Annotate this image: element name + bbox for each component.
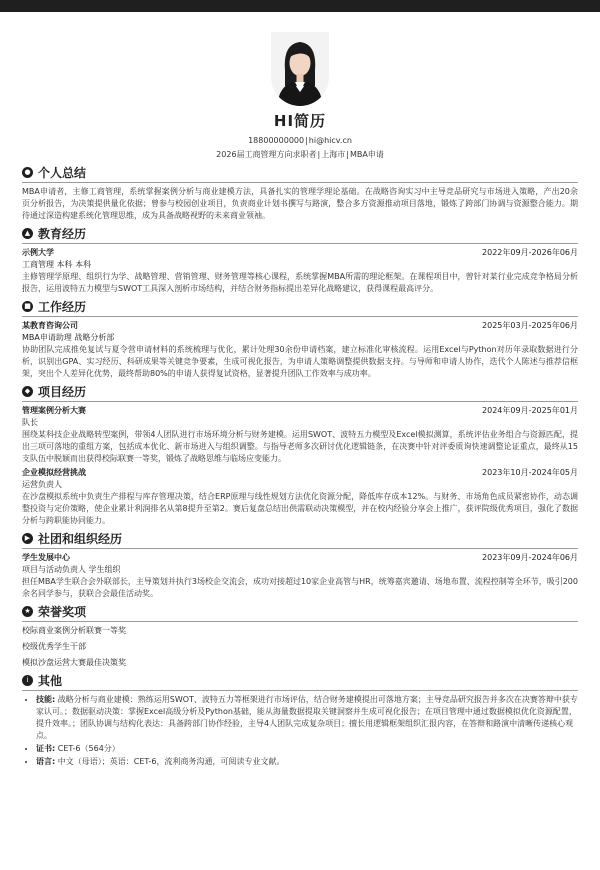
entry-date: 2023年10月-2024年05月 bbox=[482, 467, 578, 477]
contact-line bbox=[0, 135, 600, 147]
city: 上海市 bbox=[321, 149, 346, 159]
item-label: 证书: bbox=[36, 743, 56, 753]
education-entry bbox=[22, 247, 578, 295]
entry-description: 担任MBA学生联合会外联部长，主导策划并执行3场校企交流会，成功对接超过10家企业高管与HR，统筹嘉宾邀请、场地布置、流程控制等全环节，吸引200余名同学参与，获联合会最佳活动奖。 bbox=[22, 576, 578, 598]
section-title: 教育经历 bbox=[38, 226, 87, 241]
list-item bbox=[36, 694, 578, 742]
resume-name: HI简历 bbox=[273, 112, 327, 130]
club-entry bbox=[22, 552, 578, 600]
section-title: 个人总结 bbox=[38, 165, 87, 180]
entry-description: 在沙盘模拟系统中负责生产排程与库存管理决策，结合ERP原理与线性规划方法优化资源分配，降低库存成本12%。与财务、市场角色成员紧密协作，动态调整投资与定价策略，使企业累计利润排名从第8提升至第2。赛后复盘总结出供需联动决策模型，并在校内经验分享会上推广，获评院级优秀项目，强化了数据分析与跨职能协同能力。 bbox=[22, 491, 578, 525]
project-entry bbox=[22, 467, 578, 527]
graduation-cap-icon: ▲ bbox=[22, 228, 33, 239]
item-text: CET-6（564分） bbox=[57, 743, 120, 753]
honor-item: 模拟沙盘运营大赛最佳决策奖 bbox=[22, 657, 126, 667]
section-honors bbox=[22, 604, 578, 669]
avatar-photo bbox=[271, 32, 329, 106]
section-divider bbox=[22, 316, 578, 317]
entry-description: 主修管理学原理、组织行为学、战略管理、营销管理、财务管理等核心课程，系统掌握MBA所需的理论框架。在课程项目中，曾针对某行业完成竞争格局分析报告，运用波特五力模型与SWOT工具深入剖析市场结构，并结合财务指标提出差异化战略建议，获得课程最高评分。 bbox=[22, 271, 578, 293]
separator: | bbox=[317, 149, 321, 159]
degree-info: 工商管理 本科 本科 bbox=[22, 259, 92, 269]
resume-body bbox=[0, 165, 600, 768]
item-label: 语言: bbox=[36, 756, 56, 766]
summary-text: MBA申请者，主修工商管理，系统掌握案例分析与商业建模方法，具备扎实的管理学理论基础。在战略咨询实习中主导竞品研究与市场进入策略，产出20余页分析报告，为决策提供量化依据；曾参与校园创业项目，负责商业计划书撰写与路演，整合多方资源推动项目落地，锻炼了跨部门协调与资源整合能力。期待通过深造构建系统化管理思维，成为具备战略视野的未来商业领袖。 bbox=[22, 186, 578, 220]
entry-date: 2022年09月-2026年06月 bbox=[482, 247, 578, 257]
separator: | bbox=[346, 149, 349, 159]
section-header bbox=[22, 165, 578, 181]
person-icon: ● bbox=[22, 167, 33, 178]
project-name: 管理案例分析大赛 bbox=[22, 405, 86, 415]
section-header bbox=[22, 673, 578, 689]
project-role: 队长 bbox=[22, 417, 38, 427]
other-list bbox=[22, 694, 578, 768]
resume-header bbox=[0, 12, 600, 161]
section-other bbox=[22, 673, 578, 768]
entry-description: 协助团队完成推免复试与夏令营申请材料的系统梳理与优化，累计处理30余份申请档案，建立标准化审核流程。运用Excel与Python对历年录取数据进行分析，识别出GPA、实习经历、科研成果等关键竞争要素，生成可视化报告，为申请人策略调整提供数据支持。与导师和申请人协作，迭代个人陈述与推荐信框架，突出个人差异化优势，最终帮助80%的申请人获得复试资格，显著提升团队工作效率与成功率。 bbox=[22, 344, 578, 378]
phone: 18800000000 bbox=[248, 135, 305, 145]
entry-date: 2023年09月-2024年06月 bbox=[482, 552, 578, 562]
section-divider bbox=[22, 401, 578, 402]
club-role: 项目与活动负责人 学生组织 bbox=[22, 564, 121, 574]
briefcase-icon: ■ bbox=[22, 301, 33, 312]
project-name: 企业模拟经营挑战 bbox=[22, 467, 86, 477]
section-title: 社团和组织经历 bbox=[38, 531, 123, 546]
list-item bbox=[36, 756, 578, 768]
section-education bbox=[22, 226, 578, 295]
job-title: MBA申请助理 战略分析部 bbox=[22, 332, 115, 342]
section-title: 工作经历 bbox=[38, 299, 87, 314]
top-bar bbox=[0, 0, 600, 12]
section-divider bbox=[22, 690, 578, 691]
section-header bbox=[22, 299, 578, 315]
folder-icon: ◆ bbox=[22, 386, 33, 397]
project-entry bbox=[22, 405, 578, 465]
school-name: 示例大学 bbox=[22, 247, 54, 257]
job-intent-line bbox=[0, 149, 600, 161]
section-divider bbox=[22, 548, 578, 549]
section-header bbox=[22, 226, 578, 242]
section-title: 荣誉奖项 bbox=[38, 604, 87, 619]
job-intent: 2026届工商管理方向求职者 bbox=[216, 149, 317, 159]
info-icon: i bbox=[22, 675, 33, 686]
section-header bbox=[22, 604, 578, 620]
section-work bbox=[22, 299, 578, 380]
project-role: 运营负责人 bbox=[22, 479, 62, 489]
section-divider bbox=[22, 182, 578, 183]
section-title: 项目经历 bbox=[38, 384, 87, 399]
honor-item: 校际商业案例分析联赛一等奖 bbox=[22, 625, 126, 635]
email: hi@hicv.cn bbox=[308, 135, 352, 145]
work-entry bbox=[22, 320, 578, 380]
entry-date: 2024年09月-2025年01月 bbox=[482, 405, 578, 415]
section-title: 其他 bbox=[38, 673, 63, 688]
section-divider bbox=[22, 621, 578, 622]
entry-description: 围绕某科技企业战略转型案例，带领4人团队进行市场环境分析与财务建模。运用SWOT、波特五力模型及Excel模拟测算，系统评估业务组合与资源匹配，提出三项可落地的重组方案，包括成本优化、新市场进入与组织调整。与指导老师多次研讨优化逻辑链条，在决赛中针对评委质询快速调整论证重点，最终从15支队伍中脱颖而出获得校际联赛一等奖，锻炼了战略思维与临场应变能力。 bbox=[22, 429, 578, 463]
medal-icon: ★ bbox=[22, 606, 33, 617]
separator: | bbox=[305, 135, 308, 145]
company-name: 某教育咨询公司 bbox=[22, 320, 78, 330]
honor-item: 校级优秀学生干部 bbox=[22, 641, 86, 651]
target: MBA申请 bbox=[349, 149, 384, 159]
section-club bbox=[22, 531, 578, 600]
section-header bbox=[22, 531, 578, 547]
entry-date: 2025年03月-2025年06月 bbox=[482, 320, 578, 330]
flag-icon: ▶ bbox=[22, 533, 33, 544]
section-summary bbox=[22, 165, 578, 222]
organization-name: 学生发展中心 bbox=[22, 552, 70, 562]
section-projects bbox=[22, 384, 578, 527]
item-text: 战略分析与商业建模：熟练运用SWOT、波特五力等框架进行市场评估，结合财务建模提出可落地方案；主导竞品研究报告并多次在决赛答辩中获专家认可。；数据驱动决策：掌握Excel高级分析及Python基础，能从海量数据提取关键洞察并生成可视化报告；在项目管理中通过数据模拟优化资源配置，提升效率。；团队协调与结构化表达：具备跨部门协作经验，主导4人团队完成复杂项目；擅长用逻辑框架组织汇报内容，在答辩和路演中清晰传递核心观点。 bbox=[36, 694, 578, 740]
section-header bbox=[22, 384, 578, 400]
item-text: 中文（母语）；英语：CET-6，流利商务沟通，可阅读专业文献。 bbox=[57, 756, 285, 766]
list-item bbox=[36, 743, 578, 755]
item-label: 技能: bbox=[36, 694, 56, 704]
section-divider bbox=[22, 243, 578, 244]
